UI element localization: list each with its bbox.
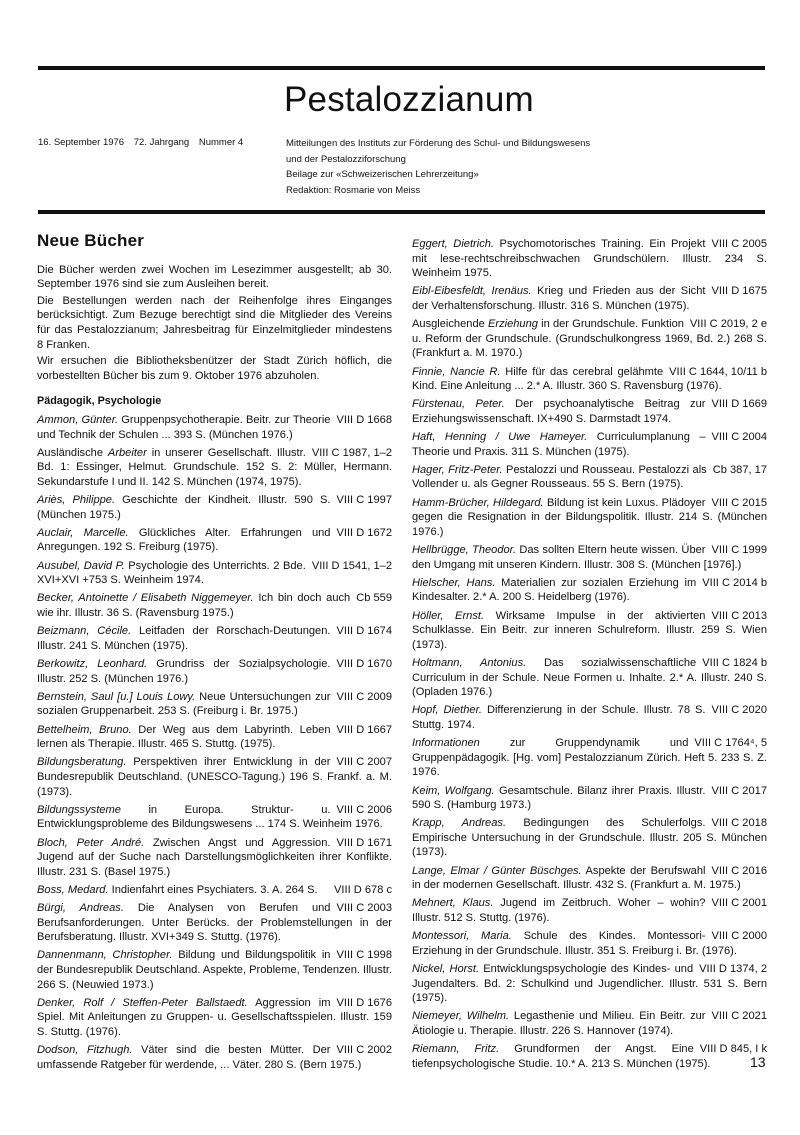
- entry-text: Bedingungen des Schulerfolgs. Empirische Untersuchung in der Grundschule. Illustr. 205 S. München (1973).: [412, 817, 767, 859]
- entry-author: Eibl-Eibesfeldt, Irenäus.: [412, 285, 532, 298]
- book-entry: [37, 446, 392, 490]
- entry-author: Niemeyer, Wilhelm.: [412, 1010, 510, 1023]
- book-entry: [412, 365, 767, 394]
- call-number: VIII D 845, I k: [699, 1043, 767, 1056]
- call-number: VIII C 2015: [711, 496, 767, 509]
- book-entry: [37, 723, 392, 752]
- entry-text: Zwischen Angst und Aggression. Jugend auf der Suche nach Darstellungsmöglichkeiten ihrer Konflikte. Illustr. 231 S. (Basel 1975.): [37, 836, 392, 878]
- entry-author: Ausubel, David P.: [37, 559, 125, 572]
- entry-text: Perspektiven ihrer Entwicklung in der Bundesrepublik Deutschland. (UNESCO-Tagung.) 196 S. Frankf. a. M. (1973).: [37, 756, 392, 798]
- book-entry: [412, 576, 767, 605]
- call-number: VIII C 1998: [336, 949, 392, 962]
- entry-text: Curriculumplanung – Theorie und Praxis. 311 S. München (1975).: [412, 431, 706, 458]
- entry-author: Hopf, Diether.: [412, 704, 482, 717]
- entry-author: Hellbrügge, Theodor.: [412, 544, 517, 557]
- entry-text: Glückliches Alter. Erfahrungen und Anregungen. 192 S. Freiburg (1975).: [37, 526, 331, 554]
- call-number: VIII D 1374, 2: [699, 963, 767, 975]
- book-entry: [37, 413, 392, 442]
- book-entry: [412, 736, 767, 780]
- entry-author: Hamm-Brücher, Hildegard.: [412, 496, 544, 509]
- entry-text: Das sollten Eltern heute wissen. Über den Umgang mit unseren Kindern. Illustr. 308 S. (München [1976].): [412, 544, 742, 571]
- entry-text: Schule des Kindes. Montessori-Erziehung in der Grundschule. Illustr. 351 S. Freiburg i. Br. (1976).: [412, 930, 737, 957]
- entry-author: Holtmann, Antonius.: [412, 656, 527, 669]
- book-entry: [412, 463, 767, 492]
- call-number: VIII D 1670: [336, 658, 392, 670]
- entry-author: Montessori, Maria.: [412, 930, 512, 943]
- book-entry: [37, 657, 392, 686]
- entry-author: Denker, Rolf / Steffen-Peter Ballstaedt.: [37, 996, 248, 1009]
- entry-text: Gruppenpsychotherapie. Beitr. zur Theorie und Technik der Schulen ... 393 S. (München 1976.): [37, 413, 331, 441]
- issue-meta: [38, 137, 250, 148]
- call-number: VIII C 1824 b: [702, 656, 767, 669]
- book-entry: [37, 493, 392, 522]
- call-number: VIII D 1669: [711, 398, 767, 411]
- entry-author: Bildungssysteme: [37, 803, 121, 816]
- call-number: VIII C 2009: [336, 690, 392, 703]
- entry-text: Differenzierung in der Schule. Illustr. 78 S. Stuttg. 1974.: [412, 704, 706, 731]
- intro-paragraph: Die Bücher werden zwei Wochen im Lesezimmer ausgestellt; ab 30. September 1976 sind sie zum Ausleihen bereit.: [37, 263, 392, 291]
- book-entry: [412, 962, 767, 1006]
- call-number: VIII C 1987, 1–2: [311, 446, 392, 459]
- entry-text: Indienfahrt eines Psychiaters. 3. A. 264 S.: [108, 883, 318, 896]
- entry-author: Lange, Elmar / Günter Büschges.: [412, 864, 582, 877]
- book-entry: [412, 784, 767, 813]
- book-entry: [37, 948, 392, 992]
- call-number: Cb 559: [356, 592, 392, 605]
- entry-keyword: Erziehung: [487, 318, 538, 331]
- book-entry: [412, 237, 767, 281]
- book-entry: [412, 397, 767, 426]
- book-entry: [412, 284, 767, 313]
- call-number: VIII D 1675: [711, 285, 767, 298]
- journal-title: Pestalozzianum: [284, 80, 534, 119]
- call-number: VIII C 2001: [711, 897, 767, 910]
- book-entry: [412, 543, 767, 572]
- header-top-rule: [38, 66, 765, 70]
- intro-paragraph: Die Bestellungen werden nach der Reihenfolge ihres Einganges berücksichtigt. Zum Bezuge berechtigt sind die Mitglieder des Vereins für das Pestalozzianum; Jahresbeitrag für Einzelmitglieder mindestens 8 Franken.: [37, 294, 392, 351]
- call-number: VIII C 2002: [336, 1044, 392, 1057]
- call-number: VIII C 2004: [711, 431, 767, 444]
- entry-author: Dannenmann, Christopher.: [37, 949, 173, 962]
- call-number: VIII C 1764⁴, 5: [694, 737, 767, 750]
- entry-author: Bettelheim, Bruno.: [37, 723, 132, 736]
- masthead-line: Mitteilungen des Instituts zur Förderung des Schul- und Bildungswesens: [286, 138, 591, 149]
- entry-text: Der Weg aus dem Labyrinth. Leben lernen als Therapie. Illustr. 465 S. Stuttg. (1975).: [37, 723, 331, 751]
- book-entry: [412, 896, 767, 925]
- book-entry: [412, 703, 767, 732]
- call-number: Cb 387, 17: [712, 463, 767, 476]
- left-column: [37, 232, 392, 1076]
- call-number: VIII C 2017: [711, 784, 767, 797]
- entry-author: Eggert, Dietrich.: [412, 238, 494, 250]
- call-number: VIII C 1999: [711, 544, 767, 557]
- issue-volume: 72. Jahrgang: [133, 137, 190, 148]
- entry-author: Berkowitz, Leonhard.: [37, 658, 148, 670]
- entry-author: Riemann, Fritz.: [412, 1043, 500, 1056]
- masthead-line: Redaktion: Rosmarie von Meiss: [286, 185, 421, 197]
- entry-text: Psychomotorisches Training. Ein Projekt mit lese-rechtschreibschwachen Grundschülern. Illustr. 234 S. Weinheim 1975.: [412, 238, 767, 280]
- call-number: VIII C 2018: [711, 817, 767, 830]
- entry-author: Nickel, Horst.: [412, 963, 480, 975]
- masthead: [286, 136, 590, 199]
- book-entry: [412, 609, 767, 653]
- entry-author: Ariès, Philippe.: [37, 494, 116, 507]
- entry-author: Fürstenau, Peter.: [412, 398, 505, 411]
- book-entry: [37, 836, 392, 880]
- call-number: VIII D 1674: [336, 625, 392, 638]
- entry-text: Gesamtschule. Bilanz ihrer Praxis. Illustr. 590 S. (Hamburg 1973.): [412, 784, 706, 812]
- book-entry: [412, 656, 767, 700]
- call-number: VIII C 2021: [711, 1010, 767, 1023]
- book-entry: [37, 755, 392, 799]
- entry-text: Bildung und Bildungspolitik in der Bundesrepublik Deutschland. Aspekte, Probleme, Tendenzen. Illustr. 266 S. (Neuwied 1973.): [37, 949, 393, 991]
- entry-text: Grundformen der Angst. Eine tiefenpsychologische Studie. 10.* A. 213 S. München (1975).: [412, 1043, 711, 1070]
- book-entry: [37, 690, 392, 719]
- entry-text: Aggression im Spiel. Mit Anleitungen zu Gruppen- u. Gesellschaftsspielen. Illustr. 159 S. Stuttg. (1976).: [37, 996, 392, 1038]
- book-entry: [37, 559, 392, 588]
- entry-text: Leitfaden der Rorschach-Deutungen. Illustr. 241 S. München (1975).: [37, 625, 331, 652]
- book-list-right: [412, 237, 767, 1071]
- book-entry: [37, 883, 392, 898]
- entry-text: Pestalozzi und Rousseau. Pestalozzi als Vollender u. als Gegner Rousseaus. 55 S. Bern (1975).: [412, 463, 707, 491]
- entry-author: Becker, Antoinette / Elisabeth Niggemeyer.: [37, 592, 254, 605]
- call-number: VIII C 1644, 10/11 b: [669, 365, 767, 378]
- entry-author: Höller, Ernst.: [412, 609, 485, 622]
- entry-text: Ausgleichende: [412, 318, 488, 331]
- entry-author: Finnie, Nancie R.: [412, 365, 501, 378]
- call-number: VIII C 2016: [711, 864, 767, 877]
- book-entry: [412, 929, 767, 958]
- entry-text: zur Gruppendynamik und Gruppenpädagogik. [Hg. vom] Pestalozzianum Zürich. Heft 5. 233 S. Z. 1976.: [412, 737, 767, 779]
- book-entry: [412, 1042, 767, 1071]
- entry-text: Materialien zur sozialen Erziehung im Kindesalter. 2.* A. 200 S. Heidelberg (1976).: [412, 576, 697, 604]
- issue-number: Nummer 4: [198, 137, 244, 148]
- book-entry: [37, 1043, 392, 1072]
- entry-author: Dodson, Fitzhugh.: [37, 1044, 133, 1057]
- issue-date: 16. September 1976: [38, 137, 125, 148]
- call-number: VIII C 2013: [711, 609, 767, 622]
- entry-author: Auclair, Marcelle.: [37, 526, 129, 539]
- entry-text: Aspekte der Berufswahl in der modernen Gesellschaft. Illustr. 432 S. (Frankfurt a. M. 1975.): [412, 864, 741, 892]
- intro-paragraph: Wir ersuchen die Bibliotheksbenützer der Stadt Zürich höflich, die vorbestellten Bücher bis zum 9. Oktober 1976 abzuholen.: [37, 355, 392, 382]
- call-number: VIII D 1541, 1–2: [311, 559, 392, 572]
- entry-text: Hilfe für das cerebral gelähmte Kind. Eine Anleitung ... 2.* A. Illustr. 360 S. Ravensburg (1976).: [412, 365, 722, 393]
- call-number: VIII C 2019, 2 e: [689, 318, 767, 331]
- call-number: VIII D 1676: [336, 996, 392, 1009]
- book-entry: [37, 901, 392, 945]
- entry-author: Hager, Fritz-Peter.: [412, 463, 503, 476]
- book-entry: [412, 430, 767, 459]
- entry-text: in Europa. Struktur- u. Entwicklungsprobleme des Bildungswesens ... 174 S. Weinheim 1976.: [37, 803, 383, 831]
- call-number: VIII D 678 c: [334, 883, 392, 896]
- entry-author: Hielscher, Hans.: [412, 576, 496, 589]
- book-entry: [412, 496, 767, 540]
- call-number: VIII D 1672: [336, 526, 392, 539]
- book-list-left: [37, 413, 392, 1072]
- entry-text: Väter sind die besten Mütter. Der umfassende Ratgeber für werdende, ... Väter. 280 S. (Bern 1975.): [37, 1044, 362, 1071]
- entry-text: Psychologie des Unterrichts. 2 Bde. XVI+XVI +753 S. Weinheim 1974.: [37, 559, 306, 587]
- entry-author: Mehnert, Klaus.: [412, 897, 494, 910]
- entry-author: Haft, Henning / Uwe Hameyer.: [412, 431, 588, 444]
- book-entry: [412, 317, 767, 361]
- entry-author: Bürgi, Andreas.: [37, 902, 124, 915]
- entry-keyword: Arbeiter: [107, 446, 147, 459]
- masthead-line: und der Pestalozziforschung: [286, 153, 406, 165]
- entry-author: Informationen: [412, 737, 480, 750]
- entry-author: Boss, Medard.: [37, 883, 109, 896]
- entry-author: Krapp, Andreas.: [412, 817, 507, 830]
- header-bottom-rule: [38, 210, 765, 214]
- entry-text: Wirksame Impulse in der aktivierten Schulklasse. Ein Beitr. zur inneren Schulreform. Illustr. 259 S. Wien (1973).: [412, 609, 767, 651]
- entry-text: Legasthenie und Milieu. Ein Beitr. zur Ätiologie u. Therapie. Illustr. 226 S. Hannover (1974).: [412, 1010, 706, 1037]
- call-number: VIII D 1668: [336, 413, 392, 426]
- call-number: VIII C 2005: [711, 238, 767, 250]
- entry-text: Jugend im Zeitbruch. Woher – wohin? Illustr. 512 S. Stuttg. (1976).: [412, 897, 706, 925]
- entry-text: in unserer Gesellschaft. Illustr. Bd. 1: Essinger, Helmut. Grundschule. 152 S. 2: Müller, Hermann. Sekundarstufe I und II. 142 S. München (1974, 1975).: [37, 446, 392, 488]
- entry-author: Beizmann, Cécile.: [37, 625, 132, 638]
- book-entry: [37, 624, 392, 653]
- section-title: Neue Bücher: [37, 231, 145, 250]
- entry-text: Ausländische: [37, 446, 108, 459]
- call-number: VIII D 1671: [336, 836, 392, 849]
- page-number: 13: [750, 1054, 766, 1070]
- call-number: VIII C 2007: [336, 756, 392, 769]
- entry-text: Grundriss der Sozialpsychologie. Illustr. 252 S. (München 1976.): [37, 658, 331, 685]
- entry-text: in der Grundschule. Funktion u. Reform der Grundschule. (Grundschulkongress 1969, Bd. 2.) 268 S. (Frankfurt a. M. 1970.): [412, 318, 767, 360]
- right-column: [412, 237, 767, 1075]
- book-entry: [37, 526, 392, 555]
- entry-author: Ammon, Günter.: [37, 413, 119, 426]
- entry-text: Entwicklungspsychologie des Kindes- und Jugendalters. Bd. 2: Schulkind und Jugendlicher. Illustr. 531 S. Bern (1975).: [412, 963, 767, 1005]
- entry-text: Der psychoanalytische Beitrag zur Erziehungswissenschaft. IX+490 S. Darmstadt 1974.: [412, 398, 706, 425]
- book-entry: [412, 1009, 767, 1038]
- entry-author: Bildungsberatung.: [37, 756, 127, 769]
- book-entry: [412, 864, 767, 893]
- call-number: VIII C 2000: [711, 930, 767, 943]
- entry-author: Bloch, Peter André.: [37, 836, 145, 849]
- entry-text: Geschichte der Kindheit. Illustr. 590 S. (München 1975.): [37, 494, 331, 521]
- call-number: VIII C 1997: [336, 494, 392, 507]
- call-number: VIII C 2020: [711, 704, 767, 717]
- book-entry: [37, 591, 392, 620]
- entry-text: Krieg und Frieden aus der Sicht der Verhaltensforschung. Illustr. 316 S. München (1975).: [412, 285, 706, 312]
- call-number: VIII C 2003: [336, 902, 392, 915]
- entry-text: Bildung ist kein Luxus. Plädoyer gegen die Resignation in der Bildungspolitik. Illustr. 214 S. (München 1976.): [412, 496, 767, 538]
- entry-text: Die Analysen von Berufen und Berufsanforderungen. Unter Berücks. der Problemstellungen in der Berufsberatung. Illustr. XVI+349 S. Stuttg. (1976).: [37, 902, 392, 944]
- book-entry: [412, 816, 767, 860]
- entry-author: Keim, Wolfgang.: [412, 784, 495, 797]
- entry-text: Das sozialwissenschaftliche Curriculum in der Schule. Neue Formen u. Inhalte. 2.* A. Illustr. 240 S. (Opladen 1976.): [412, 656, 767, 699]
- entry-text: Ich bin doch auch wie ihr. Illustr. 36 S. (Ravensburg 1975.): [37, 592, 351, 620]
- book-entry: [37, 996, 392, 1040]
- entry-text: Neue Untersuchungen zur sozialen Gruppenarbeit. 253 S. (Freiburg i. Br. 1975.): [37, 690, 331, 718]
- call-number: VIII C 2006: [336, 803, 392, 816]
- book-entry: [37, 803, 392, 832]
- call-number: VIII C 2014 b: [702, 576, 767, 589]
- category-heading: Pädagogik, Psychologie: [37, 395, 162, 408]
- call-number: VIII D 1667: [336, 723, 392, 736]
- entry-author: Bernstein, Saul [u.] Louis Lowy.: [37, 690, 196, 703]
- masthead-line: Beilage zur «Schweizerischen Lehrerzeitung»: [286, 169, 479, 181]
